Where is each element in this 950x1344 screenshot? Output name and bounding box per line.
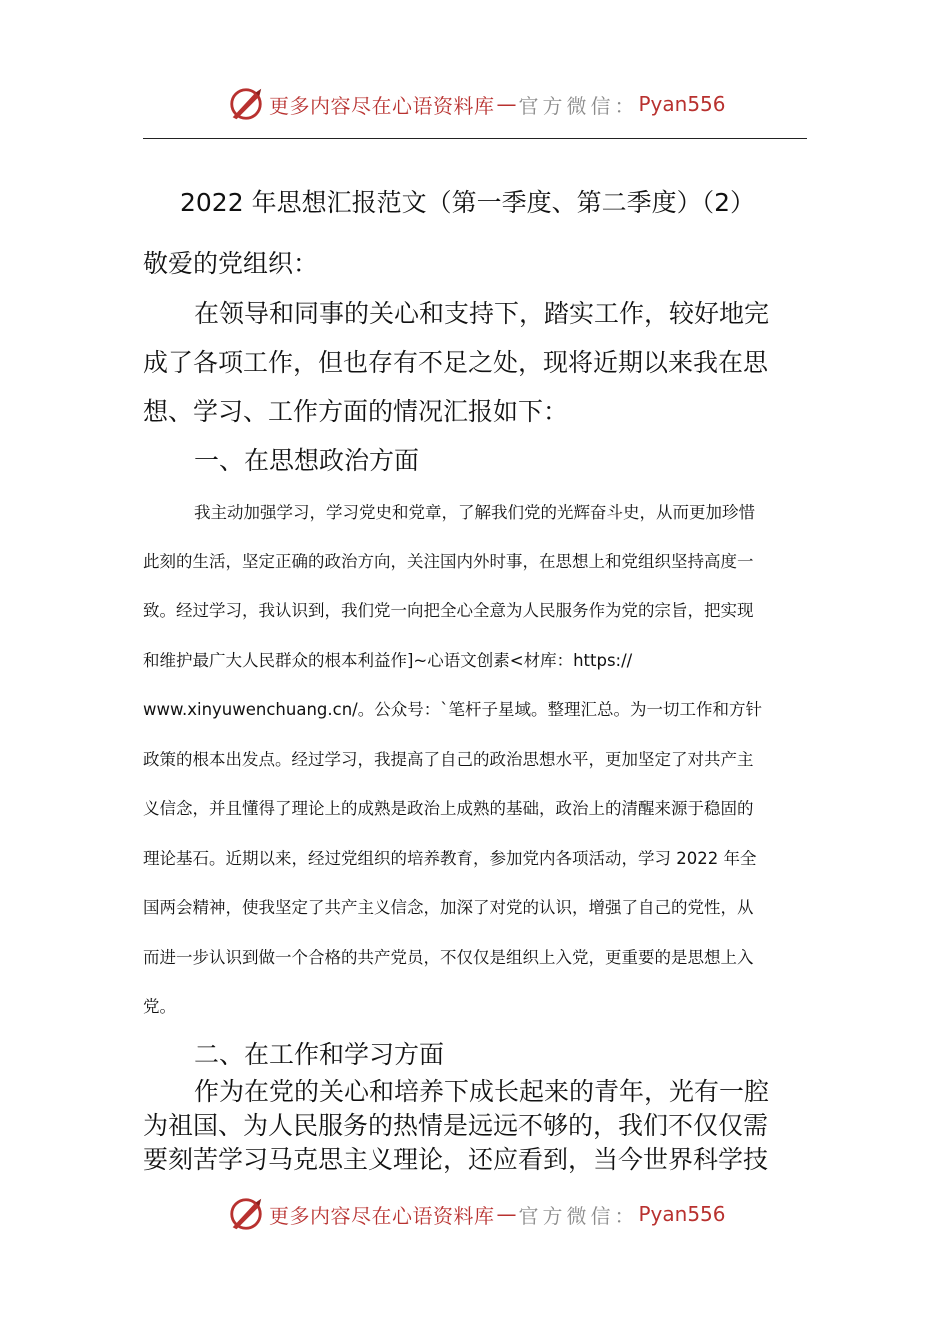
- banner-text: 更多内容尽在心语资料库: [269, 93, 495, 118]
- section1-line: 义信念，并且懂得了理论上的成熟是政治上成熟的基础，政治上的清醒来源于稳固的: [143, 799, 754, 818]
- section1-line: 和维护最广大人民群众的根本利益作]~心语文创素<材库：https://: [143, 651, 633, 670]
- section2-line: 作为在党的关心和培养下成长起来的青年，光有一腔: [194, 1077, 770, 1106]
- section1-line: 我主动加强学习，学习党史和党章，了解我们党的光辉奋斗史，从而更加珍惜: [194, 503, 755, 522]
- section1-line: www.xinyuwenchuang.cn/。公众号：`笔杆子星域。整理汇总。为一切工作和方针: [143, 700, 762, 719]
- header-banner: [227, 84, 726, 124]
- intro-line: 在领导和同事的关心和支持下，踏实工作，较好地完: [194, 299, 770, 328]
- section1-heading: 一、在思想政治方面: [194, 446, 420, 475]
- document-title: 2022 年思想汇报范文（第一季度、第二季度）（2）: [180, 188, 755, 217]
- section2-line: 要刻苦学习马克思主义理论，还应看到，当今世界科学技: [143, 1145, 769, 1174]
- section1-line: 党。: [143, 997, 176, 1016]
- banner-wechat-label: 官方微信：: [518, 1203, 639, 1228]
- section1-line: 而进一步认识到做一个合格的共产党员，不仅仅是组织上入党，更重要的是思想上入: [143, 948, 754, 967]
- section1-line: 政策的根本出发点。经过学习，我提高了自己的政治思想水平，更加坚定了对共产主: [143, 750, 754, 769]
- banner-wechat-label: 官方微信：: [518, 93, 639, 118]
- section1-line: 国两会精神，使我坚定了共产主义信念，加深了对党的认识，增强了自己的党性，从: [143, 898, 754, 917]
- intro-line: 成了各项工作，但也存有不足之处，现将近期以来我在思: [143, 348, 769, 377]
- intro-line: 想、学习、工作方面的情况汇报如下：: [143, 397, 569, 426]
- section1-line: 致。经过学习，我认识到，我们党一向把全心全意为人民服务作为党的宗旨，把实现: [143, 601, 754, 620]
- footer-banner: [227, 1194, 726, 1234]
- quill-logo-icon: [227, 85, 265, 123]
- section1-line: 理论基石。近期以来，经过党组织的培养教育，参加党内各项活动，学习 2022 年全: [143, 849, 757, 868]
- banner-dash: —: [496, 1202, 517, 1226]
- section1-line: 此刻的生活，坚定正确的政治方向，关注国内外时事，在思想上和党组织坚持高度一: [143, 552, 754, 571]
- section2-line: 为祖国、为人民服务的热情是远远不够的，我们不仅仅需: [143, 1111, 769, 1140]
- banner-wechat-id: Pyan556: [638, 1202, 726, 1226]
- section2-heading: 二、在工作和学习方面: [194, 1040, 445, 1069]
- banner-wechat-id: Pyan556: [638, 92, 726, 116]
- salutation: 敬爱的党组织：: [143, 249, 319, 278]
- banner-text: 更多内容尽在心语资料库: [269, 1203, 495, 1228]
- quill-logo-icon: [227, 1195, 265, 1233]
- banner-dash: —: [496, 92, 517, 116]
- header-divider: [143, 138, 807, 139]
